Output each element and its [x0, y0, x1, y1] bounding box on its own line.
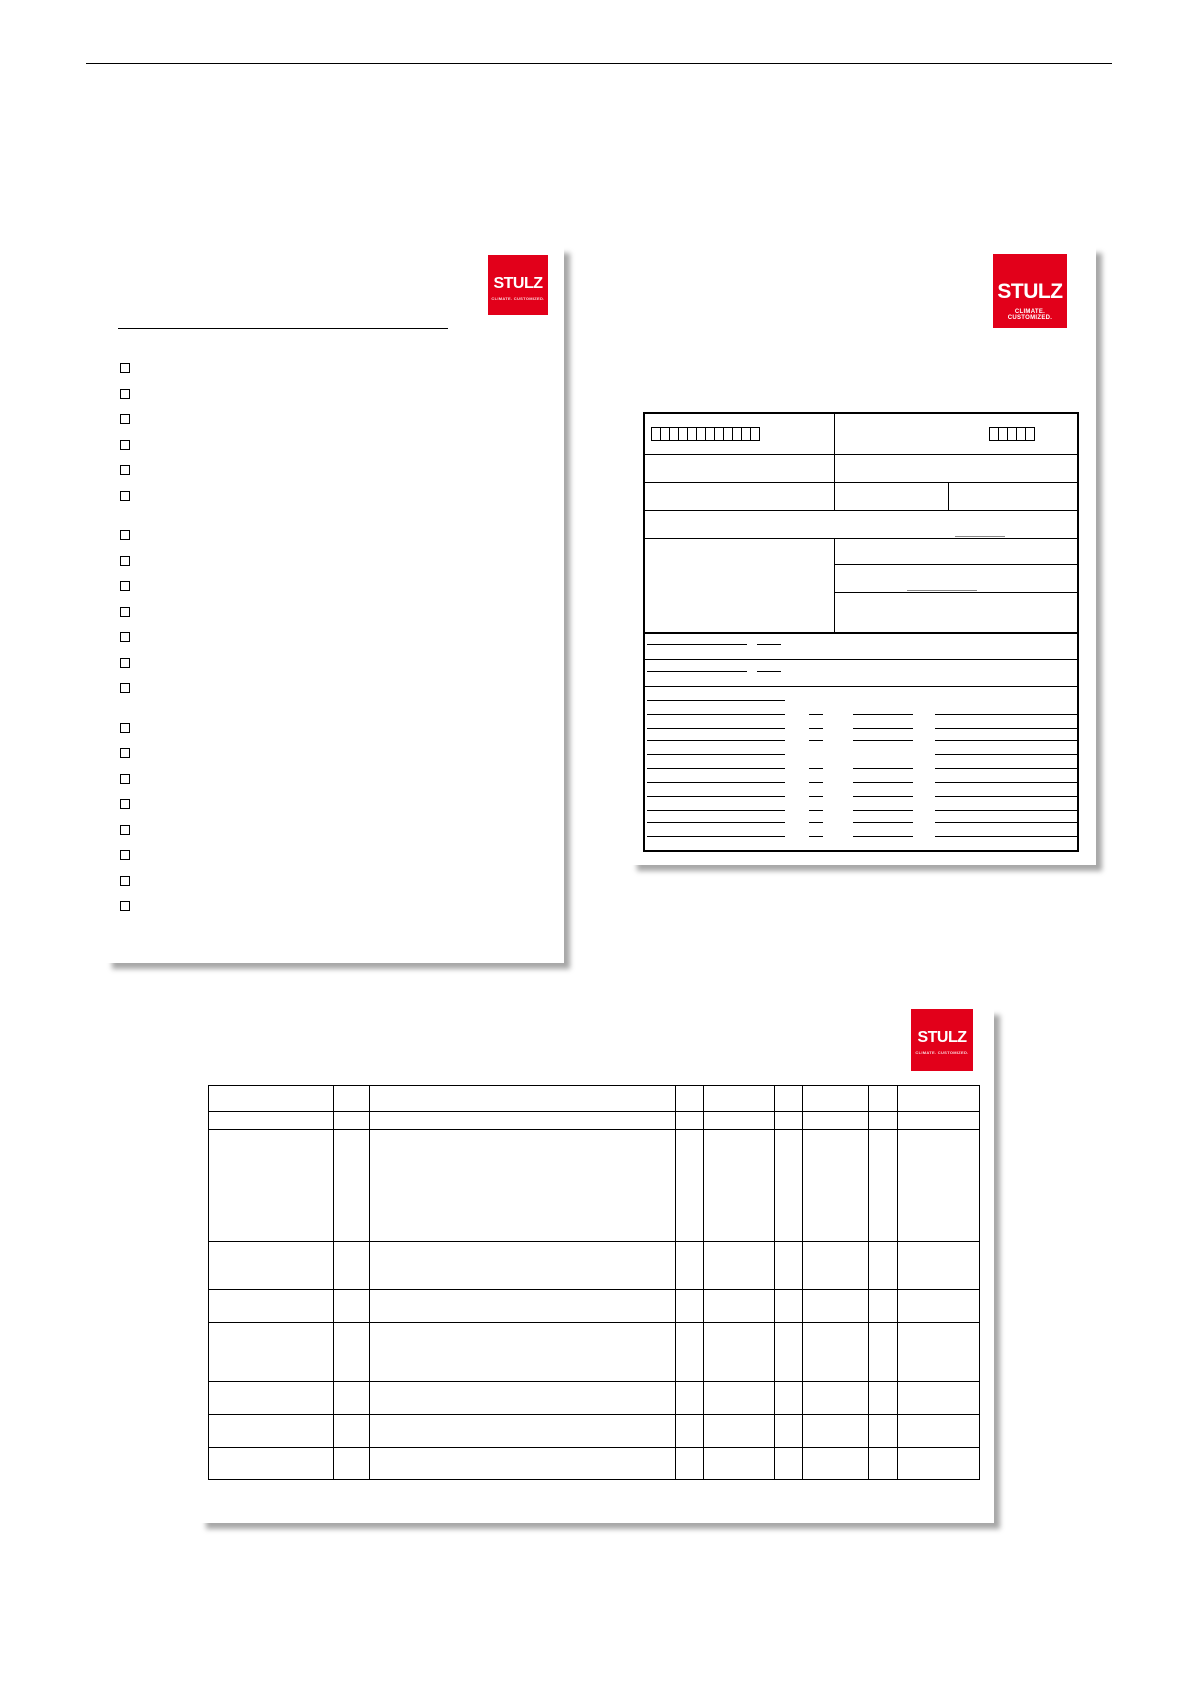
table-column-line [774, 1086, 775, 1479]
fill-line [647, 768, 785, 769]
form-divider [834, 538, 835, 632]
checkbox[interactable] [120, 850, 130, 860]
fill-line [809, 714, 823, 715]
form-document [631, 247, 1096, 865]
fill-line [757, 671, 781, 672]
table-column-line [868, 1086, 869, 1479]
table-row-line [209, 1241, 979, 1242]
table-column-line [675, 1086, 676, 1479]
fill-line [647, 644, 747, 645]
checkbox[interactable] [120, 825, 130, 835]
checkbox[interactable] [120, 632, 130, 642]
logo-wordmark: STULZ [493, 275, 543, 292]
checkbox[interactable] [120, 363, 130, 373]
fill-line [647, 822, 785, 823]
table-row-line [209, 1381, 979, 1382]
fill-line [935, 782, 1077, 783]
checklist-document [106, 247, 564, 963]
fill-line [647, 700, 785, 701]
fill-line [853, 768, 913, 769]
logo-wordmark: STULZ [917, 1029, 967, 1046]
checkbox[interactable] [120, 607, 130, 617]
form-line [645, 510, 1077, 511]
form-line [645, 538, 1077, 539]
fill-line [853, 740, 913, 741]
fill-line [647, 810, 785, 811]
fill-line [853, 822, 913, 823]
table-row-line [209, 1414, 979, 1415]
fill-line [935, 796, 1077, 797]
checkbox[interactable] [120, 581, 130, 591]
checkbox[interactable] [120, 658, 130, 668]
checkbox[interactable] [120, 774, 130, 784]
form-divider [834, 414, 835, 484]
logo-tagline: CLIMATE. CUSTOMIZED. [491, 296, 545, 301]
title-underline [118, 328, 448, 329]
fine-line [907, 590, 977, 591]
table-row-line [209, 1447, 979, 1448]
fill-line [935, 728, 1077, 729]
logo-wordmark: STULZ [997, 280, 1063, 303]
form-line [645, 659, 1077, 660]
fill-line [647, 714, 785, 715]
checkbox[interactable] [120, 491, 130, 501]
fill-line [809, 796, 823, 797]
form-line [834, 564, 1077, 565]
table-column-line [703, 1086, 704, 1479]
fill-line [647, 728, 785, 729]
form-line [645, 454, 1077, 455]
stulz-logo [993, 254, 1067, 328]
table-document [200, 1009, 994, 1523]
form-divider [948, 482, 949, 510]
fill-line [809, 740, 823, 741]
checkbox[interactable] [120, 799, 130, 809]
digit-box [1025, 427, 1035, 441]
checkbox[interactable] [120, 683, 130, 693]
form-grid [643, 412, 1079, 852]
table-row-line [209, 1129, 979, 1130]
stulz-logo [911, 1009, 973, 1071]
form-line [645, 482, 1077, 483]
fill-line [647, 782, 785, 783]
fill-line [809, 728, 823, 729]
fill-line [853, 796, 913, 797]
fill-line [935, 754, 1077, 755]
form-line [834, 592, 1077, 593]
fill-line [935, 714, 1077, 715]
fill-line [809, 836, 823, 837]
fine-line [955, 536, 1005, 537]
fill-line [935, 740, 1077, 741]
fill-line [935, 822, 1077, 823]
checkbox[interactable] [120, 723, 130, 733]
checkbox[interactable] [120, 748, 130, 758]
checkbox[interactable] [120, 530, 130, 540]
fill-line [853, 782, 913, 783]
checkbox[interactable] [120, 389, 130, 399]
header-rule [86, 63, 1112, 64]
fill-line [647, 836, 785, 837]
fill-line [647, 754, 785, 755]
table-row-line [209, 1111, 979, 1112]
table-column-line [333, 1086, 334, 1479]
form-line [645, 632, 1077, 634]
code-boxes [989, 427, 1034, 441]
table-row-line [209, 1322, 979, 1323]
logo-tagline: CLIMATE. CUSTOMIZED. [1007, 309, 1053, 321]
fill-line [853, 810, 913, 811]
checkbox[interactable] [120, 440, 130, 450]
stulz-logo [488, 255, 548, 315]
checkbox[interactable] [120, 876, 130, 886]
serial-number-boxes [651, 427, 759, 441]
fill-line [647, 740, 785, 741]
fill-line [809, 782, 823, 783]
fill-line [809, 768, 823, 769]
form-divider [834, 482, 835, 510]
fill-line [853, 728, 913, 729]
fill-line [809, 822, 823, 823]
table-row-line [209, 1289, 979, 1290]
table-column-line [897, 1086, 898, 1479]
digit-box [750, 427, 760, 441]
fill-line [647, 796, 785, 797]
fill-line [853, 714, 913, 715]
checkbox[interactable] [120, 556, 130, 566]
table-column-line [802, 1086, 803, 1479]
checkbox[interactable] [120, 901, 130, 911]
logo-tagline: CLIMATE. CUSTOMIZED. [915, 1050, 969, 1055]
fill-line [809, 810, 823, 811]
fill-line [757, 644, 781, 645]
fill-line [935, 810, 1077, 811]
table-column-line [369, 1086, 370, 1479]
form-line [645, 686, 1077, 687]
fill-line [935, 836, 1077, 837]
fill-line [647, 671, 747, 672]
maintenance-table-grid [208, 1085, 980, 1480]
fill-line [935, 768, 1077, 769]
checkbox[interactable] [120, 465, 130, 475]
fill-line [853, 836, 913, 837]
checkbox[interactable] [120, 414, 130, 424]
